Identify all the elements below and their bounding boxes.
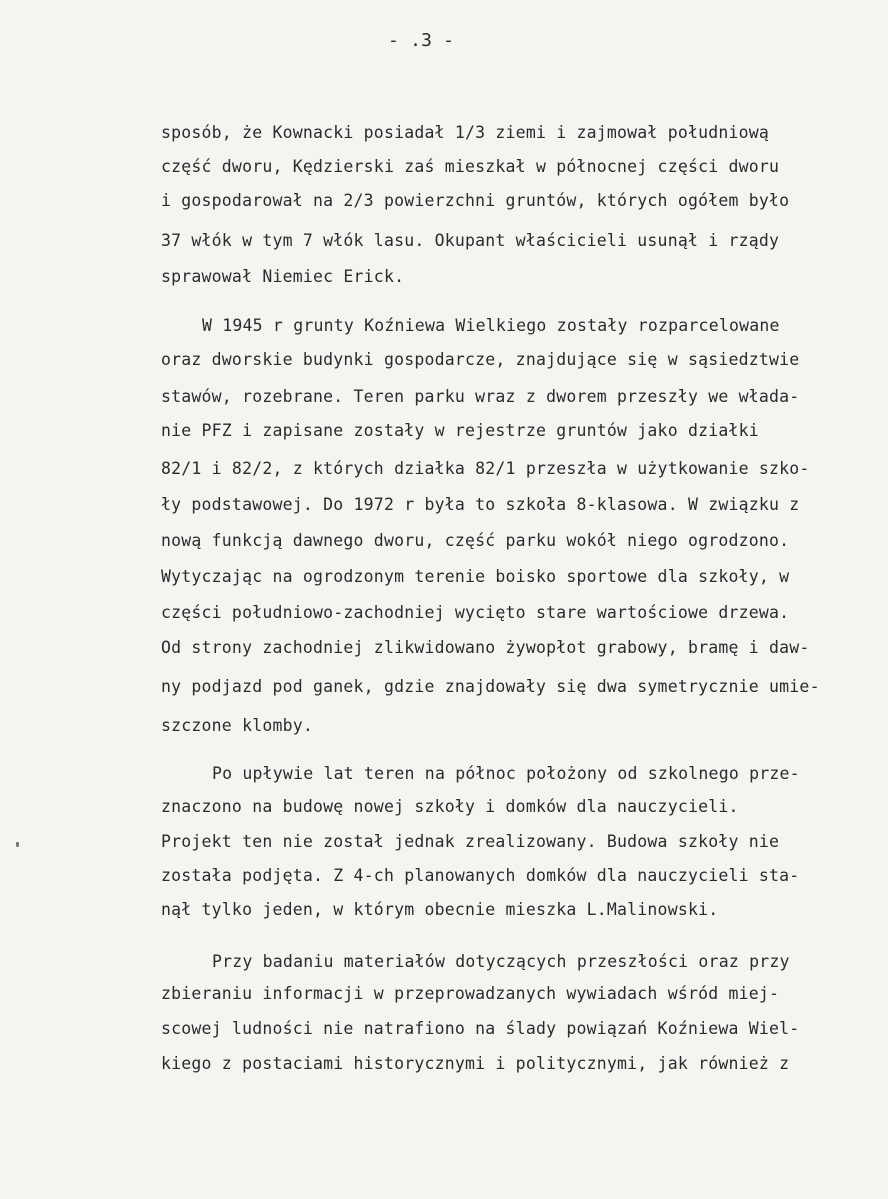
text-line: Przy badaniu materiałów dotyczących przeszłości oraz przy — [212, 952, 790, 971]
text-line: została podjęta. Z 4-ch planowanych domków dla nauczycieli sta- — [161, 866, 800, 885]
text-line: szczone klomby. — [161, 716, 314, 735]
text-line: ły podstawowej. Do 1972 r była to szkoła 8-klasowa. W związku z — [161, 495, 800, 514]
text-line: 82/1 i 82/2, z których działka 82/1 przeszła w użytkowanie szko- — [161, 459, 810, 478]
text-line: nie PFZ i zapisane zostały w rejestrze gruntów jako działki — [161, 421, 759, 440]
text-line: oraz dworskie budynki gospodarcze, znajdujące się w sąsiedztwie — [161, 350, 800, 369]
text-line: Od strony zachodniej zlikwidowano żywopłot grabowy, bramę i daw- — [161, 638, 810, 657]
text-line: część dworu, Kędzierski zaś mieszkał w północnej części dworu — [161, 157, 780, 176]
punch-mark — [16, 842, 19, 847]
text-line: kiego z postaciami historycznymi i politycznymi, jak również z — [161, 1054, 790, 1073]
text-line: Po upływie lat teren na północ położony od szkolnego prze- — [212, 764, 800, 783]
text-line: znaczono na budowę nowej szkoły i domków dla nauczycieli. — [161, 797, 739, 816]
text-line: zbieraniu informacji w przeprowadzanych wywiadach wśród miej- — [161, 984, 780, 1003]
text-line: scowej ludności nie natrafiono na ślady powiązań Koźniewa Wiel- — [161, 1019, 800, 1038]
text-line: W 1945 r grunty Koźniewa Wielkiego zostały rozparcelowane — [202, 316, 780, 335]
text-line: części południowo-zachodniej wycięto stare wartościowe drzewa. — [161, 603, 790, 622]
text-line: nął tylko jeden, w którym obecnie mieszka L.Malinowski. — [161, 900, 719, 919]
text-line: i gospodarował na 2/3 powierzchni gruntów, których ogółem było — [161, 191, 790, 210]
text-line: ny podjazd pod ganek, gdzie znajdowały się dwa symetrycznie umie- — [161, 677, 820, 696]
text-line: sposób, że Kownacki posiadał 1/3 ziemi i zajmował południową — [161, 123, 770, 142]
text-line: nową funkcją dawnego dworu, część parku wokół niego ogrodzono. — [161, 531, 790, 550]
text-line: stawów, rozebrane. Teren parku wraz z dworem przeszły we włada- — [161, 387, 800, 406]
text-line: Wytyczając na ogrodzonym terenie boisko sportowe dla szkoły, w — [161, 567, 790, 586]
text-line: Projekt ten nie został jednak zrealizowany. Budowa szkoły nie — [161, 832, 780, 851]
page-number: - .3 - — [388, 30, 455, 51]
text-line: sprawował Niemiec Erick. — [161, 267, 405, 286]
text-line: 37 włók w tym 7 włók lasu. Okupant właścicieli usunął i rządy — [161, 231, 780, 250]
